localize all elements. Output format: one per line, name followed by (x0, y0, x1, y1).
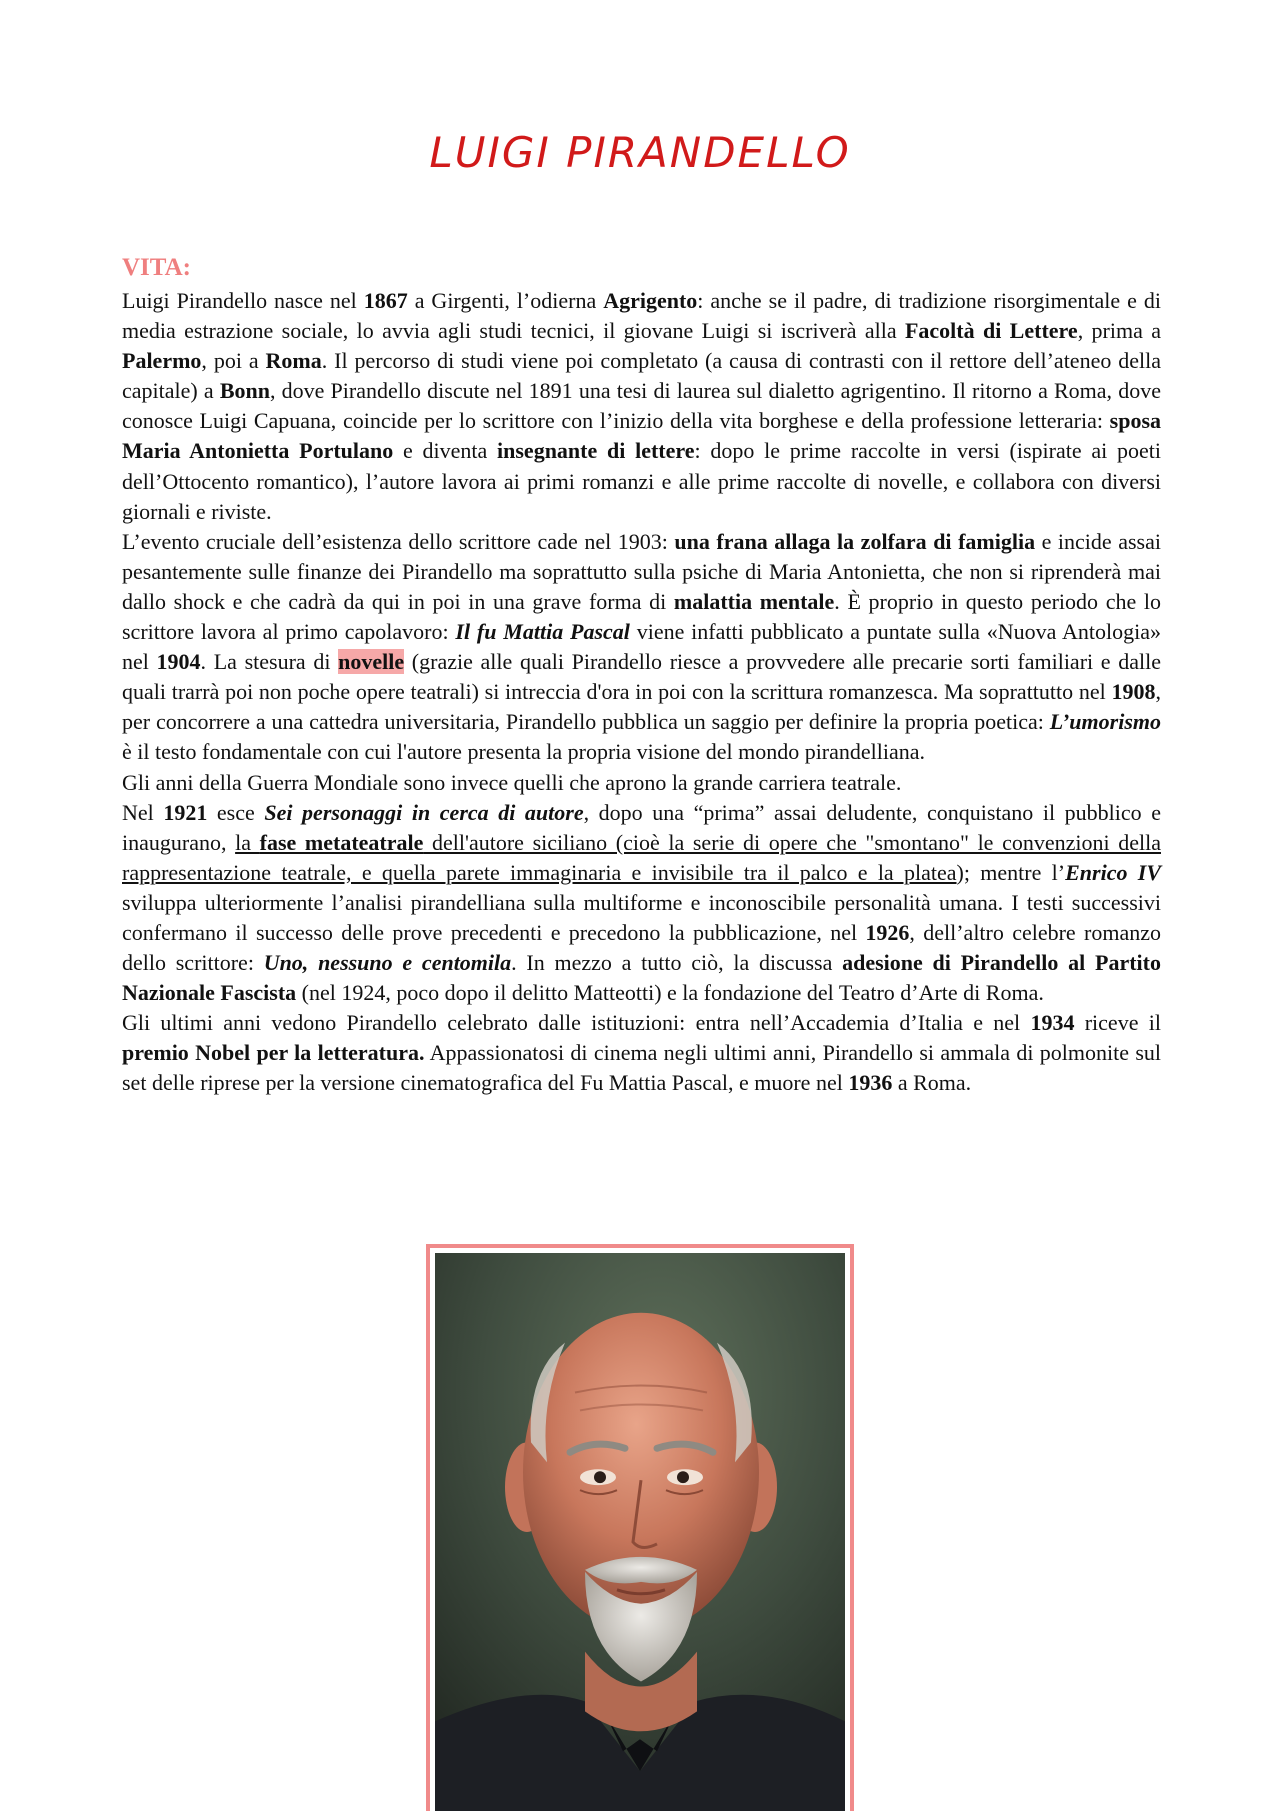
highlighted-term: novelle (338, 649, 405, 675)
paragraph-1: Luigi Pirandello nasce nel 1867 a Girgenti, l’odierna Agrigento: anche se il padre, di tradizione risorgimentale e di media estrazione sociale, lo avvia agli studi tecnici, il giovane Luigi si iscriverà alla Facoltà di Lettere, prima a Palermo, poi a Roma. Il percorso di studi viene poi completato (a causa di contrasti con il rettore dell’ateneo della capitale) a Bonn, dove Pirandello discute nel 1891 una tesi di laurea sul dialetto agrigentino. Il ritorno a Roma, dove conosce Luigi Capuana, coincide per lo scrittore con l’inizio della vita borghese e della professione letteraria: sposa Maria Antonietta Portulano e diventa insegnante di lettere: dopo le prime raccolte in versi (ispirate ai poeti dell’Ottocento romantico), l’autore lavora ai primi romanzi e alle prime raccolte di novelle, e collabora con diversi giornali e riviste. (122, 288, 1161, 524)
page-title: LUIGI PIRANDELLO (429, 128, 851, 177)
paragraph-3: Gli anni della Guerra Mondiale sono invece quelli che aprono la grande carriera teatrale. (122, 769, 902, 795)
underlined-passage: la fase metateatrale dell'autore siciliano (cioè la serie di opere che "smontano" le convenzioni della rappresentazione teatrale, e quella parete immaginaria e invisibile tra il palco e la platea (122, 829, 1161, 885)
section-heading-vita: VITA: (122, 254, 191, 281)
portrait-photo (426, 1244, 854, 1811)
paragraph-4: Nel 1921 esce Sei personaggi in cerca di autore, dopo una “prima” assai deludente, conquistano il pubblico e inaugurano, la fase metateatrale dell'autore siciliano (cioè la serie di opere che "smontano" le convenzioni della rappresentazione teatrale, e quella parete immaginaria e invisibile tra il palco e la platea); mentre l’Enrico IV sviluppa ulteriormente l’analisi pirandelliana sulla multiforme e inconoscibile personalità umana. I testi successivi confermano il successo delle prove precedenti e precedono la pubblicazione, nel 1926, dell’altro celebre romanzo dello scrittore: Uno, nessuno e centomila. In mezzo a tutto ciò, la discussa adesione di Pirandello al Partito Nazionale Fascista (nel 1924, poco dopo il delitto Matteotti) e la fondazione del Teatro d’Arte di Roma. (122, 799, 1161, 1006)
portrait-illustration (435, 1253, 845, 1811)
paragraph-2: L’evento cruciale dell’esistenza dello scrittore cade nel 1903: una frana allaga la zolfara di famiglia e incide assai pesantemente sulle finanze dei Pirandello ma soprattutto sulla psiche di Maria Antonietta, che non si riprenderà mai dallo shock e che cadrà da qui in poi in una grave forma di malattia mentale. È proprio in questo periodo che lo scrittore lavora al primo capolavoro: Il fu Mattia Pascal viene infatti pubblicato a puntate sulla «Nuova Antologia» nel 1904. La stesura di novelle (grazie alle quali Pirandello riesce a provvedere alle precarie sorti familiari e dalle quali trarrà poi non poche opere teatrali) si intreccia d'ora in poi con la scrittura romanzesca. Ma soprattutto nel 1908, per concorrere a una cattedra universitaria, Pirandello pubblica un saggio per definire la propria poetica: L’umorismo è il testo fondamentale con cui l'autore presenta la propria visione del mondo pirandelliana. (122, 528, 1161, 765)
biography-text (122, 286, 1161, 1099)
paragraph-5: Gli ultimi anni vedono Pirandello celebrato dalle istituzioni: entra nell’Accademia d’Italia e nel 1934 riceve il premio Nobel per la letteratura. Appassionatosi di cinema negli ultimi anni, Pirandello si ammala di polmonite sul set delle riprese per la versione cinematografica del Fu Mattia Pascal, e muore nel 1936 a Roma. (122, 1010, 1161, 1096)
